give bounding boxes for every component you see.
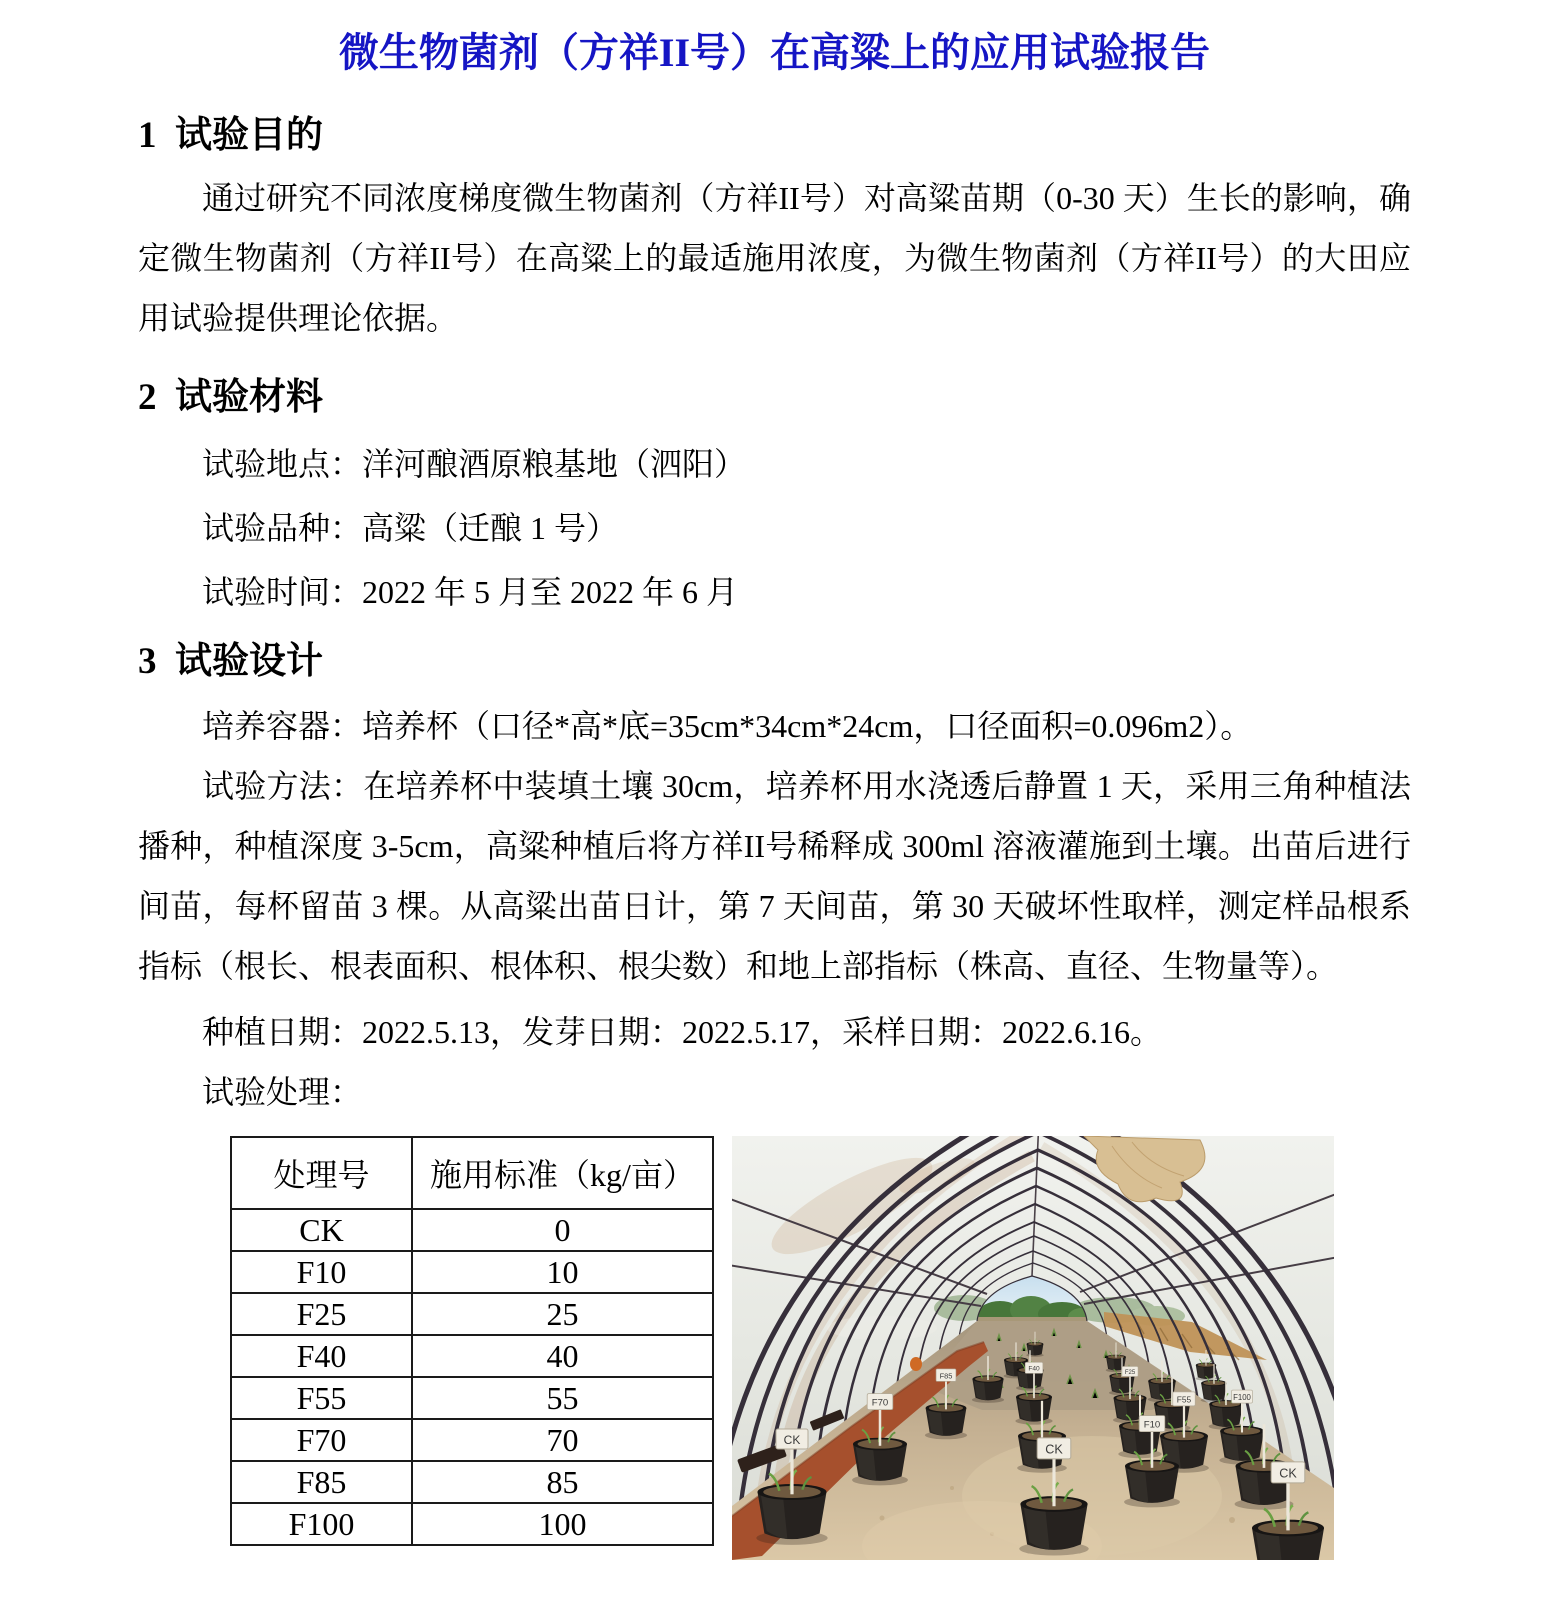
cell-standard: 70 (412, 1419, 713, 1461)
cell-standard: 85 (412, 1461, 713, 1503)
pot-sign (1122, 1367, 1138, 1377)
col-header-treatment: 处理号 (231, 1137, 412, 1209)
pot-sign (1271, 1462, 1305, 1483)
table-row (231, 1377, 713, 1419)
materials-list (138, 432, 1411, 624)
document-title: 微生物菌剂（方祥II号）在高粱上的应用试验报告 (338, 30, 1211, 75)
orange-bucket (910, 1357, 922, 1371)
table-row (231, 1293, 713, 1335)
cell-standard: 10 (412, 1251, 713, 1293)
pot-label: F55 (1176, 1394, 1192, 1405)
pot-sign (1025, 1362, 1043, 1373)
pot-label: F40 (1028, 1365, 1040, 1373)
section-heading-purpose: 1 试验目的 (138, 115, 323, 156)
cell-standard: 40 (412, 1335, 713, 1377)
cell-treatment: F70 (231, 1419, 412, 1461)
material-variety: 试验品种：高粱（迁酿 1 号） (202, 510, 619, 546)
table-row (231, 1335, 713, 1377)
section-heading-design: 3 试验设计 (138, 641, 323, 682)
treatment-table (230, 1136, 714, 1546)
cell-treatment: F85 (231, 1461, 412, 1503)
design-treatment-label: 试验处理： (202, 1074, 363, 1110)
pot-label: CK (1045, 1442, 1063, 1457)
cell-standard: 55 (412, 1377, 713, 1419)
pot-label: F70 (871, 1397, 889, 1409)
cell-treatment: F100 (231, 1503, 412, 1545)
pot-label: F10 (1143, 1419, 1161, 1431)
purpose-paragraph: 通过研究不同浓度梯度微生物菌剂（方祥II号）对高粱苗期（0-30 天）生长的影响，确定微生物菌剂（方祥II号）在高粱上的最适施用浓度，为微生物菌剂（方祥II号）的大田应用试验提供理论依据。 (138, 180, 1411, 336)
section-heading-materials: 2 试验材料 (138, 377, 323, 418)
design-dates-paragraph: 种植日期：2022.5.13，发芽日期：2022.5.17，采样日期：2022.6.16。 (202, 1014, 1163, 1050)
cell-treatment: F10 (231, 1251, 412, 1293)
pot-label: CK (783, 1433, 801, 1447)
pot-sign (1139, 1416, 1165, 1432)
cell-treatment: F25 (231, 1293, 412, 1335)
pot-label: CK (1279, 1466, 1297, 1481)
table-row (231, 1461, 713, 1503)
pot-sign (1173, 1392, 1195, 1406)
cell-standard: 25 (412, 1293, 713, 1335)
greenhouse-photo-svg (732, 1136, 1334, 1560)
cell-treatment: F55 (231, 1377, 412, 1419)
pot-label: F25 (1124, 1370, 1136, 1376)
table-row (231, 1419, 713, 1461)
col-header-standard: 施用标准（kg/亩） (412, 1137, 713, 1209)
treatment-figure-row (230, 1136, 1411, 1560)
design-container-paragraph: 培养容器：培养杯（口径*高*底=35cm*34cm*24cm，口径面积=0.096m2）。 (202, 708, 1253, 744)
pot-sign (936, 1369, 956, 1381)
pot-label: F100 (1233, 1392, 1251, 1402)
design-method-paragraph: 试验方法：在培养杯中装填土壤 30cm，培养杯用水浇透后静置 1 天，采用三角种植法播种，种植深度 3-5cm，高粱种植后将方祥II号稀释成 300ml 溶液灌施到土壤。出苗后进行间苗，每杯留苗 3 棵。从高粱出苗日计，第 7 天间苗，第 30 天破坏性取样，测定样品根系指标（根长、根表面积、根体积、根尖数）和地上部指标（株高、直径、生物量等）。 (138, 768, 1411, 984)
pot-sign (1232, 1390, 1253, 1403)
table-row (231, 1503, 713, 1545)
table-row (231, 1209, 713, 1251)
cell-standard: 100 (412, 1503, 713, 1545)
pot-sign (867, 1394, 893, 1410)
greenhouse-photo (732, 1136, 1334, 1560)
table-row (231, 1251, 713, 1293)
cell-standard: 0 (412, 1209, 713, 1251)
material-location: 试验地点：洋河酿酒原粮基地（泗阳） (202, 446, 747, 482)
cell-treatment: F40 (231, 1335, 412, 1377)
cell-treatment: CK (231, 1209, 412, 1251)
table-header-row (231, 1137, 713, 1209)
pot-label: F85 (939, 1371, 953, 1381)
material-time: 试验时间：2022 年 5 月至 2022 年 6 月 (202, 574, 739, 610)
pot-sign (1037, 1438, 1071, 1459)
pot-sign (776, 1429, 808, 1449)
